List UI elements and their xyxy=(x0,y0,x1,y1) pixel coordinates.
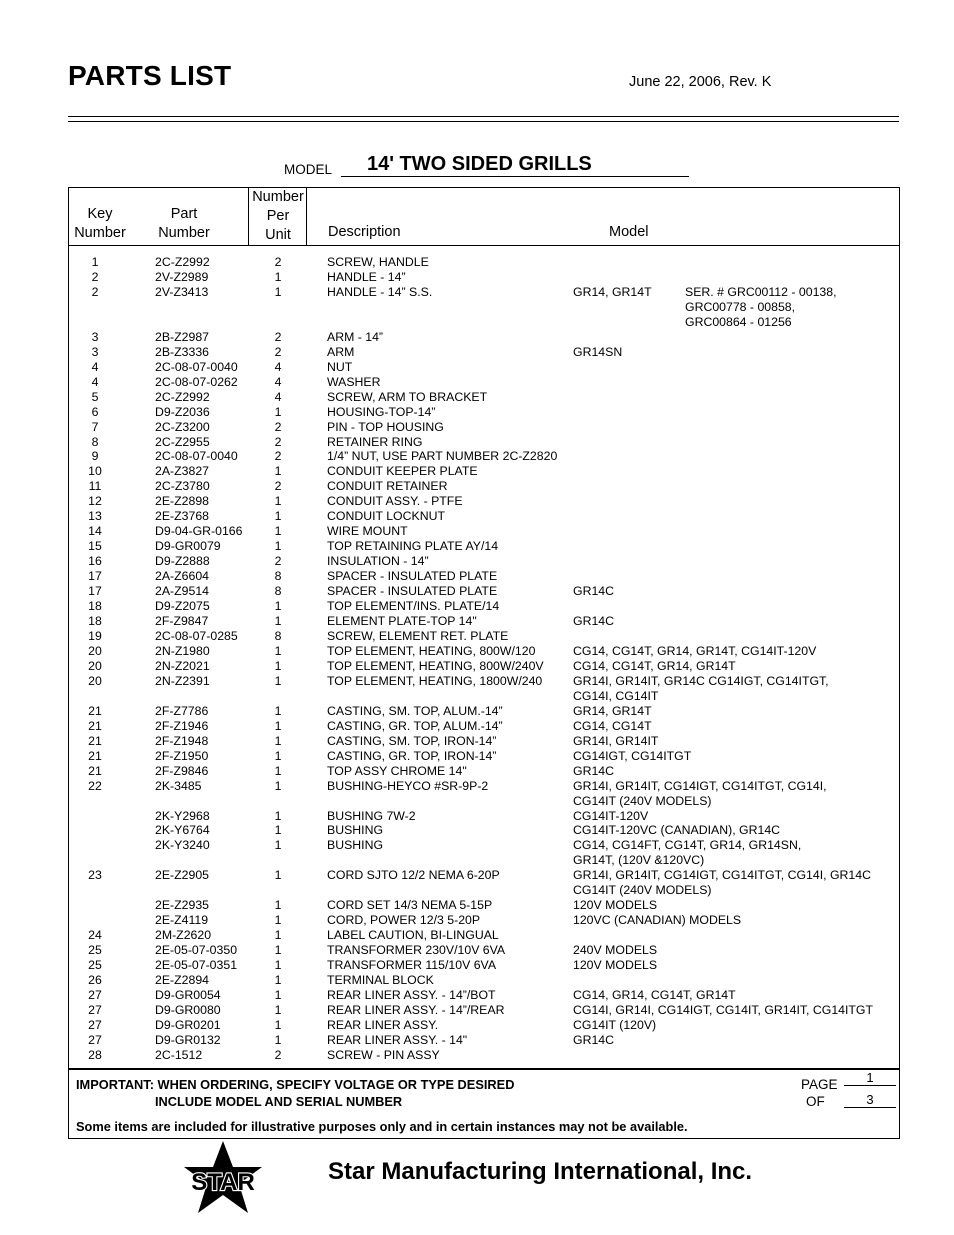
cell-part: 2C-08-07-0262 xyxy=(155,374,238,389)
cell-qty: 8 xyxy=(274,629,282,643)
cell-part: 2A-Z9514 xyxy=(155,584,210,599)
cell-part: 2E-Z2935 xyxy=(155,898,210,913)
cell-part: 2C-Z2955 xyxy=(155,434,210,449)
cell-desc: ARM - 14” xyxy=(327,329,384,344)
cell-part: 2C-Z3200 xyxy=(155,419,210,434)
of-label: OF xyxy=(806,1094,825,1109)
cell-part: 2F-Z7786 xyxy=(155,703,209,718)
cell-model: CG14IT (240V MODELS) xyxy=(573,883,712,898)
cell-qty: 1 xyxy=(274,658,282,673)
cell-desc: CONDUIT LOCKNUT xyxy=(327,509,445,524)
cell-key: 6 xyxy=(91,404,99,419)
cell-key: 21 xyxy=(88,763,102,778)
cell-qty: 1 xyxy=(274,838,282,853)
cell-qty: 8 xyxy=(274,584,282,599)
cell-part: 2F-Z9846 xyxy=(155,763,209,778)
cell-desc: CASTING, GR. TOP, IRON-14” xyxy=(327,748,497,763)
cell-model: CG14I, GR14I, CG14IGT, CG14IT, GR14IT, CG14ITGT xyxy=(573,1003,873,1017)
cell-key: 28 xyxy=(88,1047,102,1062)
cell-key: 27 xyxy=(88,988,102,1003)
cell-desc: CONDUIT KEEPER PLATE xyxy=(327,464,478,479)
cell-model: GR14T, (120V &120VC) xyxy=(573,853,705,868)
cell-key: 22 xyxy=(88,778,102,793)
cell-qty: 1 xyxy=(274,763,282,778)
cell-desc: TOP ELEMENT/INS. PLATE/14 xyxy=(327,599,500,614)
cell-model: GR14C xyxy=(573,1032,615,1047)
cell-qty: 1 xyxy=(274,808,282,823)
cell-desc: SCREW, HANDLE xyxy=(327,255,429,269)
cell-part: 2F-Z1948 xyxy=(155,733,209,748)
page-title: PARTS LIST xyxy=(68,60,232,91)
cell-qty: 1 xyxy=(274,778,282,793)
cell-desc: CASTING, GR. TOP, ALUM.-14” xyxy=(327,718,503,733)
cell-qty: 1 xyxy=(274,599,282,614)
cell-qty: 2 xyxy=(274,344,282,359)
cell-part: D9-Z2888 xyxy=(155,554,210,569)
cell-model: CG14, GR14, CG14T, GR14T xyxy=(573,988,736,1003)
cell-key: 9 xyxy=(91,449,99,464)
cell-qty: 1 xyxy=(274,943,282,958)
cell-part: 2K-Y3240 xyxy=(155,838,210,853)
cell-key: 12 xyxy=(88,494,102,509)
cell-model: CG14IT-120V xyxy=(573,808,649,823)
parts-table xyxy=(68,187,900,1070)
logo-text: STAR xyxy=(191,1169,255,1196)
cell-model: GR14I, GR14IT xyxy=(573,733,659,748)
cell-key: 19 xyxy=(88,629,102,643)
cell-qty: 1 xyxy=(274,284,282,299)
cell-key: 3 xyxy=(91,344,99,359)
cell-desc: BUSHING 7W-2 xyxy=(327,808,416,823)
cell-key: 25 xyxy=(88,958,102,973)
cell-part: D9-GR0054 xyxy=(155,988,221,1003)
cell-desc: TRANSFORMER 230V/10V 6VA xyxy=(327,943,506,958)
cell-model: GR14C xyxy=(573,614,615,629)
cell-desc: 1/4” NUT, USE PART NUMBER 2C-Z2820 xyxy=(327,449,558,464)
cell-desc: CASTING, SM. TOP, IRON-14” xyxy=(327,733,497,748)
star-logo xyxy=(176,1139,271,1224)
cell-part: 2E-Z3768 xyxy=(155,509,210,524)
cell-desc: HANDLE - 14” S.S. xyxy=(327,284,433,299)
col-header-number-per-unit: Number Per Unit xyxy=(252,189,304,243)
cell-model: GR14, GR14T xyxy=(573,284,652,299)
cell-desc: PIN - TOP HOUSING xyxy=(327,419,444,434)
cell-part: 2F-Z1950 xyxy=(155,748,209,763)
cell-key: 18 xyxy=(88,599,102,614)
cell-part: 2C-08-07-0040 xyxy=(155,449,238,464)
cell-part: 2C-08-07-0285 xyxy=(155,629,238,643)
cell-desc: SPACER - INSULATED PLATE xyxy=(327,584,498,599)
revision-date: June 22, 2006, Rev. K xyxy=(629,74,772,90)
cell-qty: 2 xyxy=(274,479,282,494)
cell-part: 2B-Z2987 xyxy=(155,329,210,344)
cell-key: 2 xyxy=(91,284,99,299)
cell-desc: CORD SET 14/3 NEMA 5-15P xyxy=(327,898,493,913)
cell-desc: ELEMENT PLATE-TOP 14" xyxy=(327,614,477,629)
cell-key: 17 xyxy=(88,569,102,584)
cell-qty: 1 xyxy=(274,718,282,733)
col-header-part: Part Number xyxy=(158,206,210,241)
cell-desc: SCREW, ARM TO BRACKET xyxy=(327,389,488,404)
cell-desc: INSULATION - 14” xyxy=(327,554,429,569)
cell-qty: 2 xyxy=(274,1047,282,1062)
cell-qty: 1 xyxy=(274,733,282,748)
company-name: Star Manufacturing International, Inc. xyxy=(328,1158,753,1185)
cell-model: GR14I, GR14IT, CG14IGT, CG14ITGT, CG14I, GR14C xyxy=(573,868,871,883)
cell-qty: 4 xyxy=(274,389,282,404)
cell-desc: HOUSING-TOP-14” xyxy=(327,404,436,419)
cell-key: 8 xyxy=(91,434,99,449)
cell-key: 25 xyxy=(88,943,102,958)
cell-qty: 4 xyxy=(274,359,282,374)
cell-qty: 1 xyxy=(274,988,282,1003)
col-header-key: Key Number xyxy=(74,206,126,241)
cell-model: 120VC (CANADIAN) MODELS xyxy=(573,913,742,928)
cell-key: 2 xyxy=(91,269,99,284)
cell-model: CG14, CG14FT, CG14T, GR14, GR14SN, xyxy=(573,838,802,853)
cell-part: 2F-Z1946 xyxy=(155,718,209,733)
cell-qty: 1 xyxy=(274,928,282,943)
cell-key: 21 xyxy=(88,748,102,763)
cell-part: 2B-Z3336 xyxy=(155,344,210,359)
cell-model: CG14IGT, CG14ITGT xyxy=(573,748,692,763)
page-label: PAGE xyxy=(801,1077,838,1092)
cell-desc: TERMINAL BLOCK xyxy=(327,973,434,988)
cell-part: 2C-1512 xyxy=(155,1047,203,1062)
cell-qty: 2 xyxy=(274,329,282,344)
cell-key: 21 xyxy=(88,718,102,733)
cell-extra: GRC00778 - 00858, xyxy=(685,299,796,314)
cell-key: 15 xyxy=(88,539,102,554)
cell-key: 5 xyxy=(91,389,99,404)
cell-model: CG14, CG14T, GR14, GR14T, CG14IT-120V xyxy=(573,643,817,658)
cell-part: 2N-Z2021 xyxy=(155,658,210,673)
cell-qty: 8 xyxy=(274,569,282,584)
cell-key: 26 xyxy=(88,973,102,988)
cell-desc: TOP ASSY CHROME 14" xyxy=(327,763,467,778)
cell-qty: 1 xyxy=(274,823,282,838)
cell-desc: CONDUIT RETAINER xyxy=(327,479,448,494)
cell-qty: 2 xyxy=(274,419,282,434)
col-header-description: Description xyxy=(328,224,401,240)
cell-qty: 4 xyxy=(274,374,282,389)
cell-part: 2E-Z4119 xyxy=(155,913,209,928)
star-logo-icon xyxy=(176,1139,271,1219)
cell-part: 2K-Y6764 xyxy=(155,823,210,838)
cell-desc: BUSHING xyxy=(327,838,384,853)
cell-desc: REAR LINER ASSY. - 14”/REAR xyxy=(327,1003,505,1017)
cell-key: 20 xyxy=(88,658,102,673)
cell-part: D9-GR0201 xyxy=(155,1017,221,1032)
cell-desc: RETAINER RING xyxy=(327,434,423,449)
cell-qty: 1 xyxy=(274,464,282,479)
cell-key: 21 xyxy=(88,703,102,718)
cell-qty: 1 xyxy=(274,614,282,629)
cell-model: 120V MODELS xyxy=(573,898,658,913)
cell-desc: NUT xyxy=(327,359,353,374)
important-line-1: IMPORTANT: WHEN ORDERING, SPECIFY VOLTAGE OR TYPE DESIRED xyxy=(76,1077,515,1092)
cell-part: 2C-08-07-0040 xyxy=(155,359,238,374)
footer-box xyxy=(68,1068,900,1139)
cell-model: CG14, CG14T xyxy=(573,718,652,733)
cell-desc: CORD SJTO 12/2 NEMA 6-20P xyxy=(327,868,500,883)
cell-part: 2C-Z2992 xyxy=(155,389,210,404)
page-number: 1 xyxy=(844,1071,896,1086)
cell-model: CG14IT-120VC (CANADIAN), GR14C xyxy=(573,823,781,838)
cell-part: 2F-Z9847 xyxy=(155,614,209,629)
cell-key: 13 xyxy=(88,509,102,524)
cell-qty: 1 xyxy=(274,1003,282,1017)
cell-desc: REAR LINER ASSY. xyxy=(327,1017,439,1032)
cell-qty: 2 xyxy=(274,554,282,569)
cell-key: 21 xyxy=(88,733,102,748)
cell-qty: 1 xyxy=(274,958,282,973)
cell-extra: GRC00864 - 01256 xyxy=(685,314,792,329)
cell-qty: 1 xyxy=(274,643,282,658)
cell-desc: SCREW - PIN ASSY xyxy=(327,1047,440,1062)
model-value: 14' TWO SIDED GRILLS xyxy=(367,153,592,175)
cell-part: 2C-Z3780 xyxy=(155,479,210,494)
cell-desc: REAR LINER ASSY. - 14" xyxy=(327,1032,468,1047)
availability-note: Some items are included for illustrative purposes only and in certain instances may not be available. xyxy=(76,1119,688,1134)
cell-key: 1 xyxy=(91,255,99,269)
cell-key: 17 xyxy=(88,584,102,599)
cell-desc: ARM xyxy=(327,344,355,359)
cell-part: 2C-Z2992 xyxy=(155,255,210,269)
cell-desc: BUSHING xyxy=(327,823,384,838)
cell-part: D9-Z2036 xyxy=(155,404,210,419)
cell-model: GR14, GR14T xyxy=(573,703,652,718)
header-rule-bottom xyxy=(68,121,899,122)
cell-qty: 1 xyxy=(274,1032,282,1047)
cell-key: 24 xyxy=(88,928,102,943)
table-header-divider xyxy=(69,245,899,246)
cell-part: 2N-Z2391 xyxy=(155,673,210,688)
cell-model: CG14, CG14T, GR14, GR14T xyxy=(573,658,736,673)
cell-qty: 2 xyxy=(274,255,282,269)
cell-part: 2A-Z3827 xyxy=(155,464,210,479)
cell-qty: 2 xyxy=(274,449,282,464)
cell-part: 2K-3485 xyxy=(155,778,202,793)
cell-qty: 1 xyxy=(274,748,282,763)
cell-key: 3 xyxy=(91,329,99,344)
cell-part: 2E-05-07-0350 xyxy=(155,943,238,958)
cell-part: 2V-Z2989 xyxy=(155,269,209,284)
cell-part: D9-GR0132 xyxy=(155,1032,221,1047)
cell-key: 14 xyxy=(88,524,102,539)
cell-qty: 1 xyxy=(274,673,282,688)
cell-desc: TOP RETAINING PLATE AY/14 xyxy=(327,539,499,554)
cell-qty: 1 xyxy=(274,269,282,284)
cell-part: 2E-Z2898 xyxy=(155,494,210,509)
cell-model: GR14C xyxy=(573,763,615,778)
cell-desc: WIRE MOUNT xyxy=(327,524,408,539)
cell-key: 18 xyxy=(88,614,102,629)
cell-part: 2V-Z3413 xyxy=(155,284,209,299)
cell-model: CG14IT (240V MODELS) xyxy=(573,793,712,808)
cell-desc: TOP ELEMENT, HEATING, 800W/240V xyxy=(327,658,544,673)
cell-desc: HANDLE - 14” xyxy=(327,269,406,284)
cell-qty: 2 xyxy=(274,434,282,449)
cell-part: 2N-Z1980 xyxy=(155,643,210,658)
cell-desc: REAR LINER ASSY. - 14”/BOT xyxy=(327,988,496,1003)
cell-qty: 1 xyxy=(274,913,282,928)
cell-desc: LABEL CAUTION, BI-LINGUAL xyxy=(327,928,499,943)
cell-part: D9-04-GR-0166 xyxy=(155,524,243,539)
cell-qty: 1 xyxy=(274,868,282,883)
cell-key: 7 xyxy=(91,419,99,434)
cell-model: CG14IT (120V) xyxy=(573,1017,657,1032)
cell-desc: BUSHING-HEYCO #SR-9P-2 xyxy=(327,778,489,793)
cell-key: 27 xyxy=(88,1003,102,1017)
cell-qty: 1 xyxy=(274,898,282,913)
cell-part: 2E-Z2905 xyxy=(155,868,210,883)
cell-key: 23 xyxy=(88,868,102,883)
cell-qty: 1 xyxy=(274,404,282,419)
cell-key: 4 xyxy=(91,374,99,389)
cell-qty: 1 xyxy=(274,703,282,718)
cell-model: GR14I, GR14IT, GR14C CG14IGT, CG14ITGT, xyxy=(573,673,829,688)
cell-key: 11 xyxy=(88,479,102,494)
cell-key: 10 xyxy=(88,464,102,479)
cell-qty: 1 xyxy=(274,509,282,524)
cell-part: D9-GR0079 xyxy=(155,539,221,554)
cell-model: CG14I, CG14IT xyxy=(573,688,659,703)
col-header-model: Model xyxy=(609,224,649,240)
cell-key: 4 xyxy=(91,359,99,374)
important-line-2: INCLUDE MODEL AND SERIAL NUMBER xyxy=(155,1094,403,1109)
cell-qty: 1 xyxy=(274,973,282,988)
cell-model: GR14I, GR14IT, CG14IGT, CG14ITGT, CG14I, xyxy=(573,778,827,793)
cell-part: 2M-Z2620 xyxy=(155,928,212,943)
cell-key: 20 xyxy=(88,673,102,688)
header-rule-top xyxy=(68,116,899,117)
cell-part: 2E-Z2894 xyxy=(155,973,210,988)
model-underline xyxy=(341,176,689,177)
cell-key: 27 xyxy=(88,1032,102,1047)
cell-qty: 1 xyxy=(274,539,282,554)
cell-desc: TRANSFORMER 115/10V 6VA xyxy=(327,958,497,973)
cell-desc: SCREW, ELEMENT RET. PLATE xyxy=(327,629,509,643)
cell-extra: SER. # GRC00112 - 00138, xyxy=(685,284,837,299)
model-label: MODEL xyxy=(284,162,333,177)
cell-desc: CORD, POWER 12/3 5-20P xyxy=(327,913,481,928)
cell-desc: TOP ELEMENT, HEATING, 1800W/240 xyxy=(327,673,543,688)
cell-desc: CASTING, SM. TOP, ALUM.-14” xyxy=(327,703,503,718)
cell-part: 2K-Y2968 xyxy=(155,808,210,823)
cell-desc: CONDUIT ASSY. - PTFE xyxy=(327,494,463,509)
cell-key: 20 xyxy=(88,643,102,658)
cell-qty: 1 xyxy=(274,494,282,509)
cell-part: 2A-Z6604 xyxy=(155,569,210,584)
cell-key: 27 xyxy=(88,1017,102,1032)
cell-model: 120V MODELS xyxy=(573,958,658,973)
page-total: 3 xyxy=(844,1093,896,1108)
cell-desc: TOP ELEMENT, HEATING, 800W/120 xyxy=(327,643,536,658)
cell-part: 2E-05-07-0351 xyxy=(155,958,238,973)
cell-qty: 1 xyxy=(274,524,282,539)
cell-qty: 1 xyxy=(274,1017,282,1032)
cell-desc: WASHER xyxy=(327,374,381,389)
cell-part: D9-GR0080 xyxy=(155,1003,221,1017)
cell-part: D9-Z2075 xyxy=(155,599,210,614)
cell-model: GR14SN xyxy=(573,344,623,359)
cell-desc: SPACER - INSULATED PLATE xyxy=(327,569,498,584)
cell-model: 240V MODELS xyxy=(573,943,658,958)
cell-model: GR14C xyxy=(573,584,615,599)
cell-key: 16 xyxy=(88,554,102,569)
